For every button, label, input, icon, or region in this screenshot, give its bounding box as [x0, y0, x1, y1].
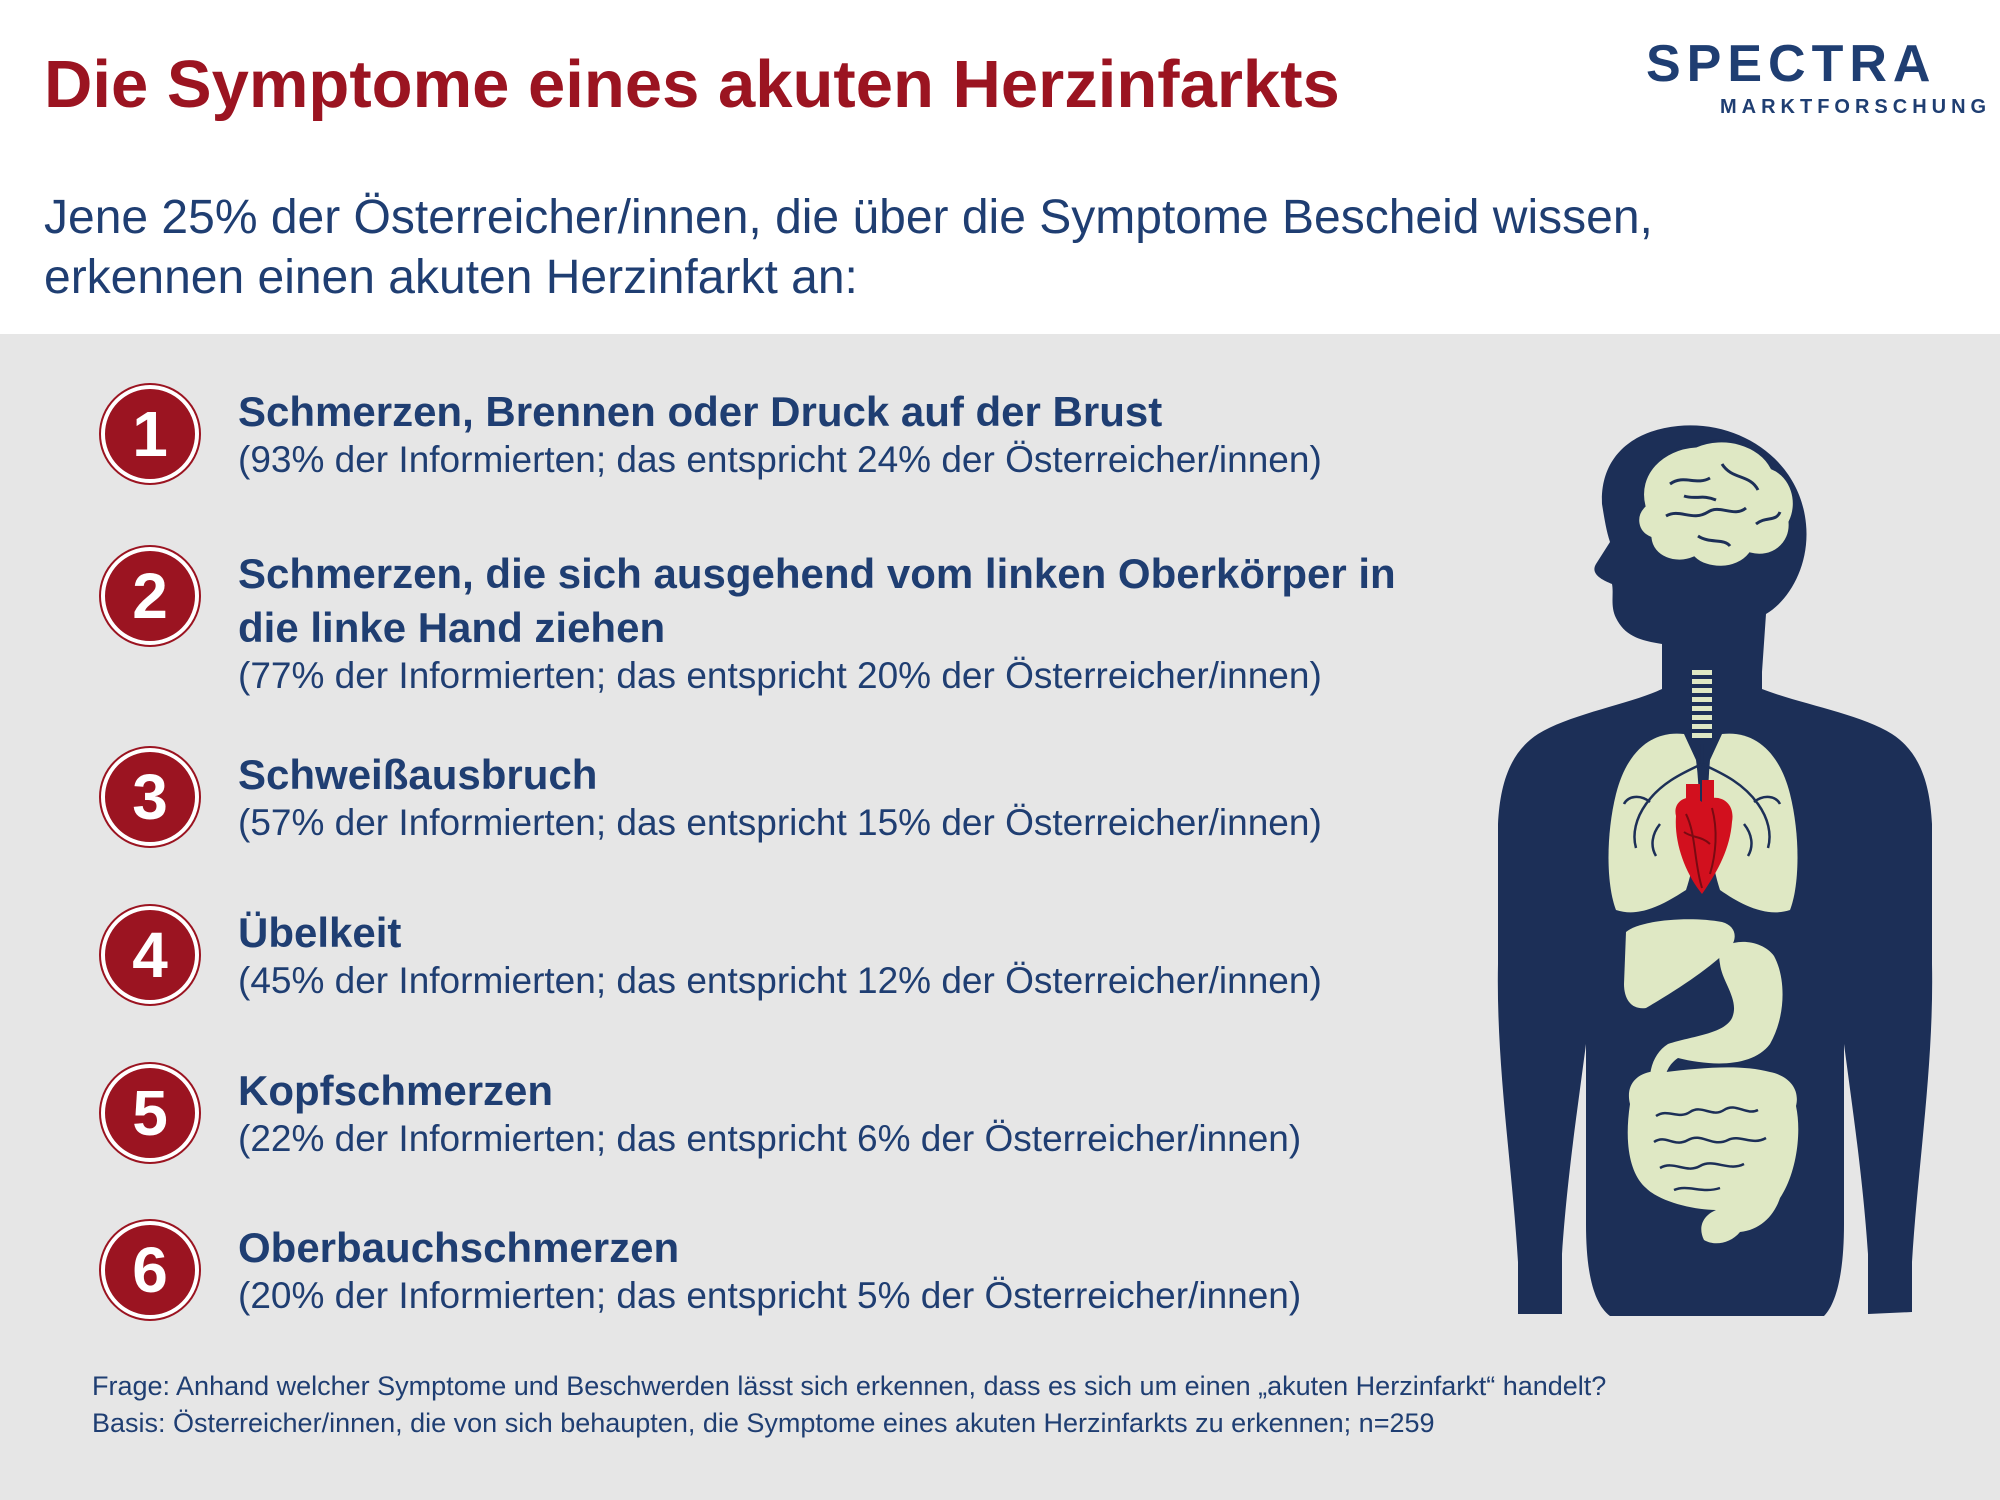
symptom-detail: (20% der Informierten; das entspricht 5% der Österreicher/innen) — [238, 1275, 1302, 1316]
symptom-title: Schweißausbruch — [238, 751, 598, 798]
page-title: Die Symptome eines akuten Herzinfarkts — [44, 47, 1340, 122]
symptom-detail: (93% der Informierten; das entspricht 24% der Österreicher/innen) — [238, 439, 1322, 480]
number-badge: 1 — [101, 385, 199, 483]
symptom-title: Schmerzen, Brennen oder Druck auf der Brust — [238, 388, 1163, 435]
intro-line-1: Jene 25% der Österreicher/innen, die über die Symptome Bescheid wissen, — [44, 191, 1653, 244]
logo-name: SPECTRA — [1646, 35, 1937, 93]
symptom-detail: (45% der Informierten; das entspricht 12% der Österreicher/innen) — [238, 960, 1322, 1001]
footnote-question: Frage: Anhand welcher Symptome und Beschwerden lässt sich erkennen, dass es sich um einen „akuten Herzinfarkt“ handelt? — [92, 1371, 1607, 1401]
number-badge: 2 — [101, 547, 199, 645]
symptom-title: Oberbauchschmerzen — [238, 1224, 680, 1271]
symptom-detail: (22% der Informierten; das entspricht 6% der Österreicher/innen) — [238, 1118, 1302, 1159]
spectra-logo — [1640, 34, 1992, 124]
symptom-title: Kopfschmerzen — [238, 1067, 554, 1114]
logo-subtitle: MARKTFORSCHUNG — [1720, 96, 1992, 118]
intro-line-2: erkennen einen akuten Herzinfarkt an: — [44, 251, 858, 304]
human-body-silhouette-icon — [1440, 404, 1940, 1324]
symptom-detail: (77% der Informierten; das entspricht 20% der Österreicher/innen) — [238, 655, 1322, 696]
number-badge: 3 — [101, 748, 199, 846]
number-badge: 6 — [101, 1221, 199, 1319]
footnote — [92, 1368, 1606, 1442]
number-badge: 4 — [101, 906, 199, 1004]
number-badge: 5 — [101, 1064, 199, 1162]
symptom-title: Übelkeit — [238, 909, 402, 956]
symptom-detail: (57% der Informierten; das entspricht 15% der Österreicher/innen) — [238, 802, 1322, 843]
intro-text — [44, 188, 1804, 308]
footnote-basis: Basis: Österreicher/innen, die von sich behaupten, die Symptome eines akuten Herzinfarkts zu erkennen; n=259 — [92, 1408, 1435, 1438]
symptom-title: Schmerzen, die sich ausgehend vom linken Oberkörper in die linke Hand ziehen — [238, 550, 1396, 651]
